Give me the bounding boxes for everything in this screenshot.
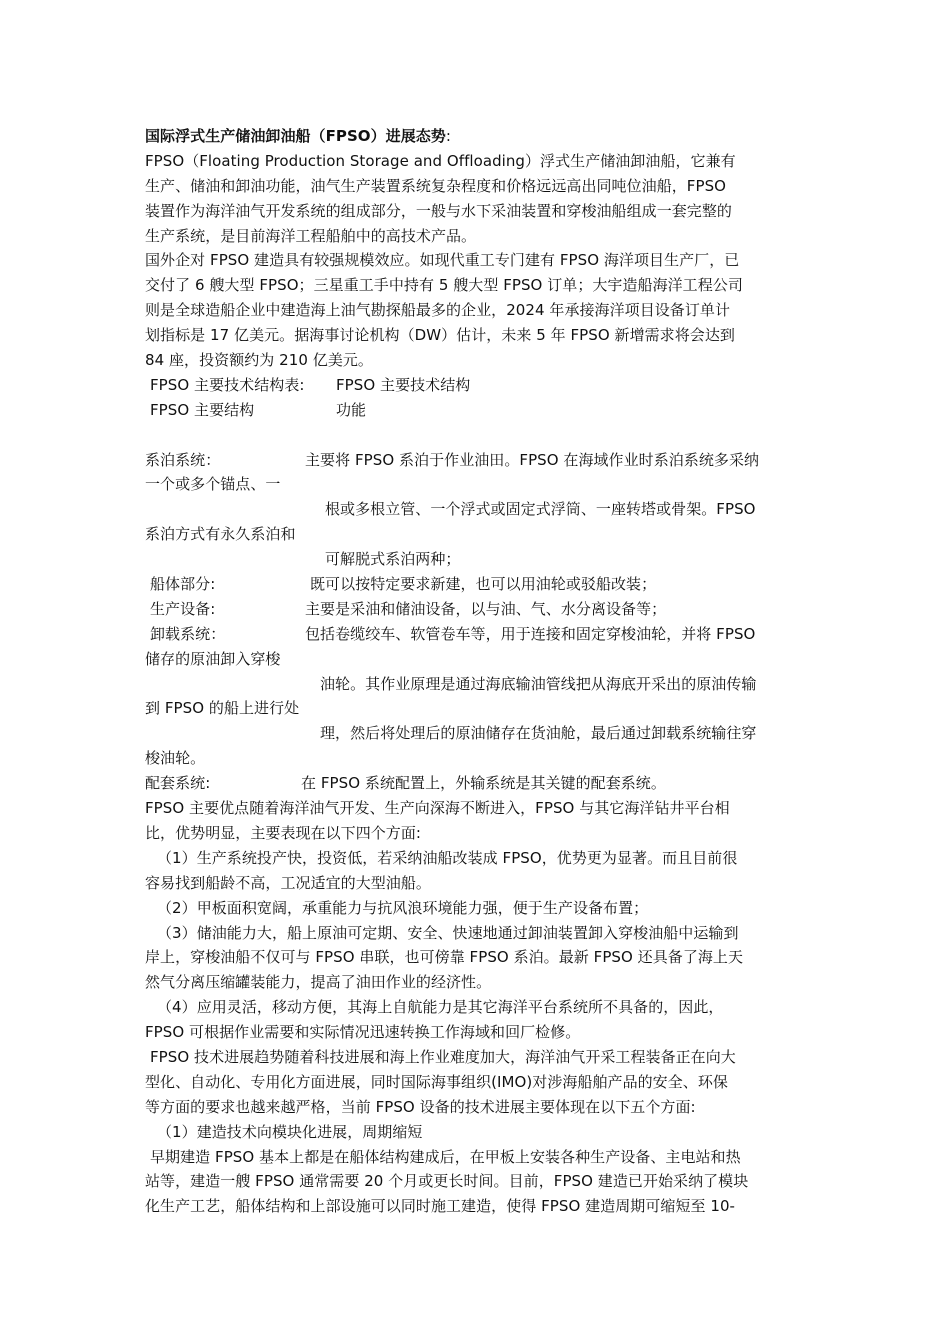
advantages-line: 然气分离压缩罐装能力，提高了油田作业的经济性。 bbox=[145, 973, 492, 992]
advantages-line: （4）应用灵活，移动方便，其海上自航能力是其它海洋平台系统所不具备的，因此， bbox=[157, 998, 724, 1017]
structure-desc-line: 根或多根立管、一个浮式或固定式浮筒、一座转塔或骨架。FPSO bbox=[325, 500, 756, 519]
trends-line: 早期建造 FPSO 基本上都是在船体结构建成后，在甲板上安装各种生产设备、主电站和热 bbox=[150, 1147, 741, 1166]
intro-line: 装置作为海洋油气开发系统的组成部分，一般与水下采油装置和穿梭油船组成一套完整的 bbox=[145, 201, 732, 220]
structure-name: 船体部分: bbox=[150, 575, 216, 594]
structure-desc: 既可以按特定要求新建，也可以用油轮或驳船改装； bbox=[310, 575, 657, 594]
structure-desc-line: 油轮。其作业原理是通过海底输油管线把从海底开采出的原油传输 bbox=[320, 674, 757, 693]
table-head-right: 功能 bbox=[336, 400, 367, 419]
trends-line: （1）建造技术向模块化进展，周期缩短 bbox=[157, 1122, 423, 1141]
structure-name: 系泊系统： bbox=[145, 450, 221, 469]
korea-line: 国外企对 FPSO 建造具有较强规模效应。如现代重工专门建有 FPSO 海洋项目生产厂，已 bbox=[145, 251, 740, 270]
table-title bbox=[145, 373, 810, 398]
table-head-left: FPSO 主要结构 bbox=[150, 400, 255, 419]
structure-desc-line: 可解脱式系泊两种； bbox=[325, 550, 461, 569]
structure-desc: 主要是采油和储油设备，以与油、气、水分离设备等； bbox=[305, 599, 667, 618]
structure-desc-line: 系泊方式有永久系泊和 bbox=[145, 525, 296, 544]
blank-line bbox=[145, 423, 810, 448]
advantages-line: （1）生产系统投产快，投资低，若采纳油船改装成 FPSO，优势更为显著。而且目前很 bbox=[157, 848, 738, 867]
structure-name: 配套系统: bbox=[145, 774, 211, 793]
korea-line: 划指标是 17 亿美元。据海事讨论机构（DW）估计，未来 5 年 FPSO 新增需求将会达到 bbox=[145, 326, 735, 345]
structure-row-supporting bbox=[145, 771, 810, 796]
advantages-line: 岸上，穿梭油船不仅可与 FPSO 串联，也可傍靠 FPSO 系泊。最新 FPSO 还具备了海上天 bbox=[145, 948, 744, 967]
structure-desc-line: 理，然后将处理后的原油储存在货油舱，最后通过卸载系统输往穿 bbox=[320, 724, 757, 743]
korea-line: 交付了 6 艘大型 FPSO；三星重工手中持有 5 艘大型 FPSO 订单；大宇造船海洋工程公司 bbox=[145, 276, 743, 295]
korea-line: 84 座，投资额约为 210 亿美元。 bbox=[145, 351, 373, 370]
structure-row-mooring bbox=[145, 448, 810, 473]
structure-desc-line: 梭油轮。 bbox=[145, 749, 206, 768]
title-suffix: : bbox=[445, 127, 451, 145]
advantages-line: FPSO 主要优点随着海洋油气开发、生产向深海不断进入，FPSO 与其它海洋钻井平台相 bbox=[145, 799, 730, 818]
table-title-right: FPSO 主要技术结构 bbox=[336, 375, 471, 394]
trends-line: FPSO 技术进展趋势随着科技进展和海上作业难度加大，海洋油气开采工程装备正在向大 bbox=[150, 1047, 736, 1066]
table-header bbox=[145, 398, 810, 423]
korea-line: 则是全球造船企业中建造海上油气勘探船最多的企业，2024 年承接海洋项目设备订单计 bbox=[145, 301, 730, 320]
structure-desc-line: 储存的原油卸入穿梭 bbox=[145, 649, 281, 668]
structure-name: 生产设备: bbox=[150, 599, 216, 618]
intro-line: 生产、储油和卸油功能，油气生产装置系统复杂程度和价格远远高出同吨位油船，FPSO bbox=[145, 176, 727, 195]
structure-desc: 在 FPSO 系统配置上，外输系统是其关键的配套系统。 bbox=[301, 774, 666, 793]
advantages-line: （3）储油能力大，船上原油可定期、安全、快速地通过卸油装置卸入穿梭油船中运输到 bbox=[157, 923, 739, 942]
structure-row-production bbox=[145, 597, 810, 622]
title-text: 国际浮式生产储油卸油船（FPSO）进展态势 bbox=[145, 127, 446, 145]
structure-desc: 主要将 FPSO 系泊于作业油田。FPSO 在海域作业时系泊系统多采纳 bbox=[305, 450, 760, 469]
structure-name: 卸载系统： bbox=[150, 624, 226, 643]
advantages-line: 比，优势明显，主要表现在以下四个方面: bbox=[145, 823, 422, 842]
structure-desc-line: 到 FPSO 的船上进行处 bbox=[145, 699, 300, 718]
structure-desc-line: 一个或多个锚点、一 bbox=[145, 475, 281, 494]
advantages-line: FPSO 可根据作业需要和实际情况迅速转换工作海域和回厂检修。 bbox=[145, 1023, 581, 1042]
document-body bbox=[145, 124, 810, 1219]
structure-row-hull bbox=[145, 572, 810, 597]
trends-line: 化生产工艺，船体结构和上部设施可以同时施工建造，使得 FPSO 建造周期可缩短至 10- bbox=[145, 1197, 736, 1216]
trends-line: 站等，建造一艘 FPSO 通常需要 20 个月或更长时间。目前，FPSO 建造已开始采纳了模块 bbox=[145, 1172, 749, 1191]
trends-line: 型化、自动化、专用化方面进展，同时国际海事组织(IMO)对涉海船舶产品的安全、环保 bbox=[145, 1072, 728, 1091]
structure-desc: 包括卷缆绞车、软管卷车等，用于连接和固定穿梭油轮，并将 FPSO bbox=[305, 624, 756, 643]
advantages-line: 容易找到船龄不高，工况适宜的大型油船。 bbox=[145, 873, 431, 892]
structure-row-offloading bbox=[145, 622, 810, 647]
trends-line: 等方面的要求也越来越严格，当前 FPSO 设备的技术进展主要体现在以下五个方面: bbox=[145, 1097, 696, 1116]
table-title-left: FPSO 主要技术结构表: bbox=[150, 375, 305, 394]
intro-line: 生产系统，是目前海洋工程船舶中的高技术产品。 bbox=[145, 226, 477, 245]
intro-line: FPSO（Floating Production Storage and Offloading）浮式生产储油卸油船，它兼有 bbox=[145, 151, 736, 170]
advantages-line: （2）甲板面积宽阔，承重能力与抗风浪环境能力强，便于生产设备布置； bbox=[157, 898, 649, 917]
document-title bbox=[145, 124, 810, 149]
